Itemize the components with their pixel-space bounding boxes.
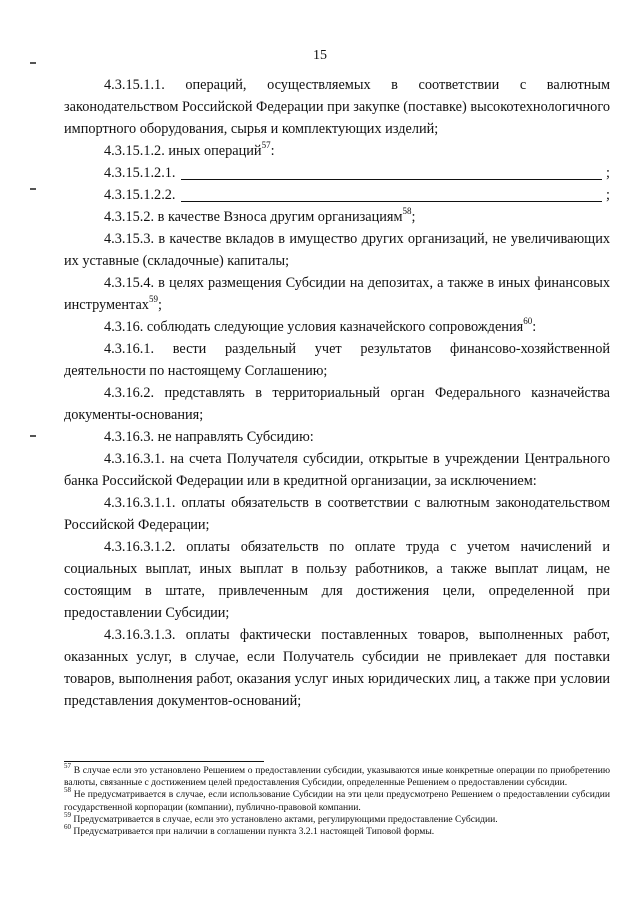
paragraph: 4.3.16.3.1.2. оплаты обязательств по оплате труда с учетом начислений и социальных выплат, иных выплат в пользу работников, а также выплат лицам, не состоящим в штате, привлеченным для достижения цели, определенной при предоставлении Субсидии; [64, 539, 610, 621]
fill-in-line: 4.3.15.1.2.1. ; [104, 165, 610, 181]
footnotes [64, 761, 610, 838]
footnote-number: 58 [64, 786, 71, 795]
footnote: $^{58}$ Не предусматривается в случае, если использование Субсидии на эти цели предусмотрено Решением о предоставлении субсидии государственной корпорации (компании), публично-правовой компании. [64, 786, 610, 813]
paragraph: 4.3.16.1. вести раздельный учет результатов финансово-хозяйственной деятельности по настоящему Соглашению; [64, 341, 610, 379]
footnote-ref: 58 [402, 206, 412, 217]
document-body [64, 74, 610, 712]
paragraph: 4.3.16.3.1.3. оплаты фактически поставленных товаров, выполненных работ, оказанных услуг, в случае, если Получатель субсидии не привлекает для поставки товаров, выполнения работ, оказания услуг иных юридических лиц, а также при условии представления документов-оснований; [64, 627, 610, 709]
paragraph: 4.3.16.3.1.1. оплаты обязательств в соответствии с валютным законодательством Российской Федерации; [64, 495, 610, 533]
fill-in-line: 4.3.15.1.2.2. ; [104, 187, 610, 203]
paragraph: 4.3.15.2. в качестве Взноса другим организациям$^{58}$; [104, 206, 416, 225]
footnote-ref: 57 [261, 140, 271, 151]
footnote: $^{57}$ В случае если это установлено Решением о предоставлении субсидии, указываются иные конкретные операции по приобретению валюты, связанные с достижением целей предоставления Субсидии, определенные Решением о предоставлении субсидии. [64, 761, 610, 789]
page-number: 15 [313, 48, 327, 63]
paragraph: 4.3.15.4. в целях размещения Субсидии на депозитах, а также в иных финансовых инструментах$^{59}$; [64, 275, 610, 313]
footnote: $^{60}$ Предусматривается при наличии в соглашении пункта 3.2.1 настоящей Типовой формы. [64, 822, 435, 838]
footnote-number: 60 [64, 822, 71, 831]
blank-underline [181, 200, 602, 202]
paragraph: 4.3.16.2. представлять в территориальный орган Федерального казначейства документы-основания; [64, 385, 610, 423]
paragraph: 4.3.15.1.2. иных операций$^{57}$: [104, 140, 275, 159]
paragraph: 4.3.16.3. не направлять Субсидию: [104, 429, 314, 445]
paragraph: 4.3.16. соблюдать следующие условия казначейского сопровождения$^{60}$: [104, 316, 537, 335]
footnote-number: 59 [64, 810, 71, 819]
footnote: $^{59}$ Предусматривается в случае, если это установлено актами, регулирующими предоставление Субсидии. [64, 810, 498, 825]
blank-underline [181, 178, 602, 180]
footnote-ref: 60 [523, 316, 533, 327]
footnote-ref: 59 [148, 294, 158, 305]
scan-mark [30, 435, 36, 437]
footnote-number: 57 [64, 761, 71, 770]
paragraph: 4.3.15.1.1. операций, осуществляемых в соответствии с валютным законодательством Российской Федерации при закупке (поставке) высокотехнологичного импортного оборудования, сырья и комплектующих изделий; [64, 77, 610, 137]
scan-mark [30, 188, 36, 190]
paragraph: 4.3.15.3. в качестве вкладов в имущество других организаций, не увеличивающих их уставные (складочные) капиталы; [64, 231, 610, 269]
footnote-separator [64, 761, 264, 762]
paragraph: 4.3.16.3.1. на счета Получателя субсидии, открытые в учреждении Центрального банка Российской Федерации или в кредитной организации, за исключением: [64, 451, 610, 489]
